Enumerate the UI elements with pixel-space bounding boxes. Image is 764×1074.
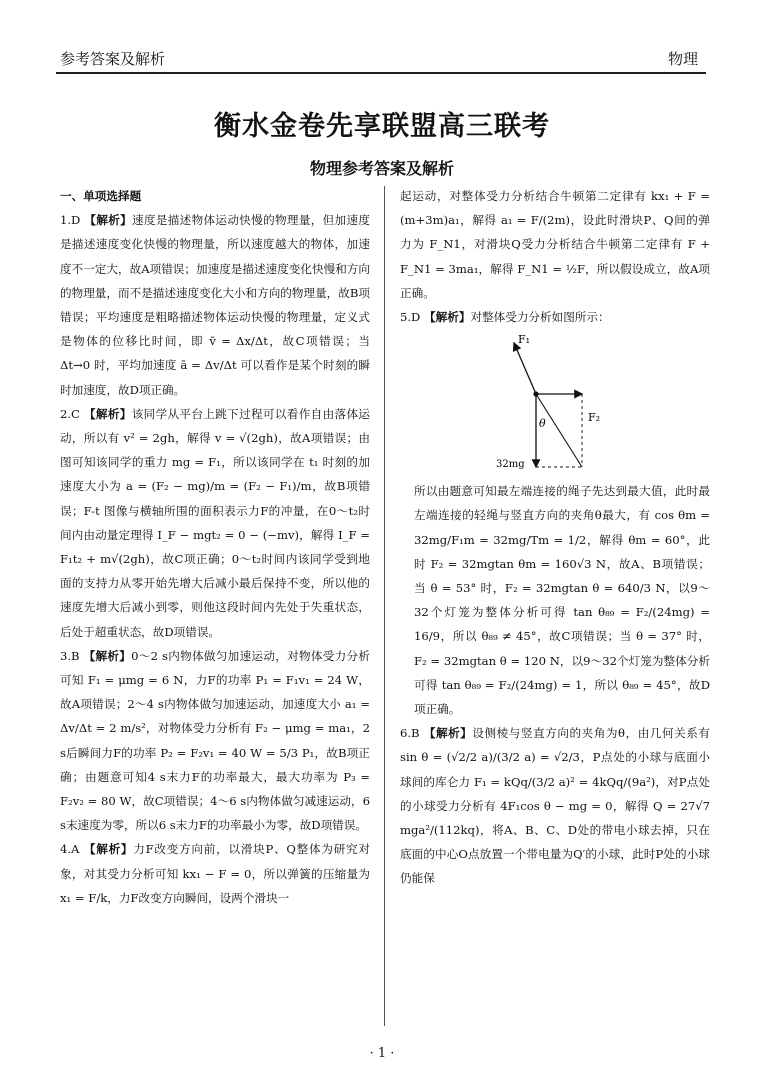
answer-5-intro-text: 对整体受力分析如图所示： xyxy=(470,310,610,325)
answer-6-tag: 【解析】 xyxy=(423,726,473,741)
answer-6-num: 6.B xyxy=(400,726,420,741)
answer-2-text: 该同学从平台上跳下过程可以看作自由落体运动，所以有 v² = 2gh，解得 v = √(2gh)，故A项错误；由图可知该同学的重力 mg = F₁，所以该同学在 t₁ 时刻的加速度大小为 a = (F₂ − mg)/m = (F₂ − F₁)/m，故B项错误；F-t 图像与横轴所围的面积表示力F的冲量，在0～t₂时间内由动量定理得 I_F − mgt₂ = 0 − (−mv)，解得 I_F = F₁t₂ + m√(2gh)，故C项正确；0～t₂时间内该同学受到地面的支持力从零开始先增大后减小最后保持不变，所以他的速度先增大后减小到零，则他这段时间内先处于失重状态，后处于超重状态，故D项错误。 xyxy=(60,406,370,639)
pivot-dot xyxy=(533,392,538,397)
answer-2-num: 2.C xyxy=(60,406,80,421)
header-rule xyxy=(56,72,706,74)
column-divider xyxy=(384,186,385,1026)
force-diagram-svg xyxy=(496,331,616,473)
theta-label: θ xyxy=(539,417,546,431)
mg-label: 32mg xyxy=(496,459,525,471)
answer-6 xyxy=(400,721,710,890)
answer-1-tag: 【解析】 xyxy=(84,213,133,228)
answer-1-text: 速度是描述物体运动快慢的物理量，但加速度是描述速度变化快慢的物理量，所以速度越大的物体，加速度不一定大，故A项错误；加速度是描述速度变化快慢和方向的物理量，而不是描述速度变化大小和方向的物理量，故B项错误；平均速度是粗略描述物体运动快慢的物理量，定义式是物体的位移比时间，即 v̄ = Δx/Δt，故C项错误；当 Δt→0 时，平均加速度 ā = Δv/Δt 可以看作是某个时刻的瞬时加速度，故D项正确。 xyxy=(60,213,370,397)
answer-4-num: 4.A xyxy=(60,842,80,857)
answer-3-tag: 【解析】 xyxy=(83,648,132,663)
left-column xyxy=(60,184,370,910)
header-right: 物理 xyxy=(667,50,698,68)
page-number: · 1 · xyxy=(369,1046,395,1061)
force-diagram xyxy=(400,331,710,473)
answer-1 xyxy=(60,208,370,402)
f1-arrow xyxy=(514,343,536,394)
answer-4 xyxy=(60,837,370,910)
header-left: 参考答案及解析 xyxy=(60,50,166,68)
answer-1-num: 1.D xyxy=(60,213,81,228)
answer-3-text: 0～2 s内物体做匀加速运动，对物体受力分析可知 F₁ = μmg = 6 N，力F的功率 P₁ = F₁v₁ = 24 W，故A项错误；2～4 s内物体做匀加速运动，加速度大小 a₁ = Δv/Δt = 2 m/s²，对物体受力分析有 F₂ − μmg = ma₁，2 s后瞬间力F的功率 P₂ = F₂v₁ = 40 W = 5/3 P₁，故B项正确；由题意可知4 s末力F的功率最大，最大功率为 P₃ = F₂v₂ = 80 W，故C项错误；4～6 s内物体做匀减速运动，6 s末速度为零，所以6 s末力F的功率最小为零，故D项错误。 xyxy=(60,648,371,833)
answer-5-num: 5.D xyxy=(400,310,421,325)
page-title: 衡水金卷先享联盟高三联考 xyxy=(214,111,550,142)
answer-2 xyxy=(60,402,370,644)
page-subtitle: 物理参考答案及解析 xyxy=(309,159,454,178)
answer-4-continued: 起运动，对整体受力分析结合牛顿第二定律有 kx₁ + F = (m+3m)a₁，解得 a₁ = F/(2m)，设此时滑块P、Q间的弹力为 F_N1，对滑块Q受力分析结合牛顿第二定律有 F + F_N1 = 3ma₁，解得 F_N1 = ½F，所以假设成立，故A项正确。 xyxy=(400,189,710,300)
answer-4-text: 力F改变方向前，以滑块P、Q整体为研究对象，对其受力分析可知 kx₁ − F = 0，所以弹簧的压缩量为 x₁ = F/k，力F改变方向瞬间，设两个滑块一 xyxy=(60,842,370,905)
answer-6-text: 设侧棱与竖直方向的夹角为θ，由几何关系有 sin θ = (√2/2 a)/(3/2 a) = √2/3，P点处的小球与底面小球间的库仑力 F₁ = kQq/(3/2 a)² = 4kQq/(9a²)，对P点处的小球受力分析有 4F₁cos θ − mg = 0，解得 Q = 27√7 mga²/(112kq)，将A、B、C、D处的带电小球去掉，只在底面的中心O点放置一个带电量为Q′的小球，此时P处的小球仍能保 xyxy=(400,726,710,886)
answer-3 xyxy=(60,644,370,838)
right-column xyxy=(400,184,710,891)
f1-label: F₁ xyxy=(518,333,531,347)
answer-2-tag: 【解析】 xyxy=(83,406,132,421)
f2-label: F₂ xyxy=(588,411,601,425)
answer-5-intro xyxy=(400,305,710,329)
diagonal-line xyxy=(536,394,582,467)
answer-4-tag: 【解析】 xyxy=(83,842,134,857)
answer-3-num: 3.B xyxy=(60,648,80,663)
section-heading: 一、单项选择题 xyxy=(60,189,142,203)
answer-5-tag: 【解析】 xyxy=(424,310,471,325)
answer-5-rest: 所以由题意可知最左端连接的绳子先达到最大值，此时最左端连接的轻绳与竖直方向的夹角θ最大，有 cos θm = 32mg/F₁m = 32mg/Tm = 1/2，解得 θm = 60°，此时 F₂ = 32mgtan θm = 160√3 N，故A、B项错误；当 θ = 53° 时，F₂ = 32mgtan θ = 640/3 N，以9～32个灯笼为整体分析可得 tan θ₈₉ = F₂/(24mg) = 16/9，所以 θ₈₉ ≠ 45°，故C项错误；当 θ = 37° 时，F₂ = 32mgtan θ = 120 N，以9～32个灯笼为整体分析可得 tan θ₈₉ = F₂/(24mg) = 1，所以 θ₈₉ = 45°，故D项正确。 xyxy=(414,484,710,717)
